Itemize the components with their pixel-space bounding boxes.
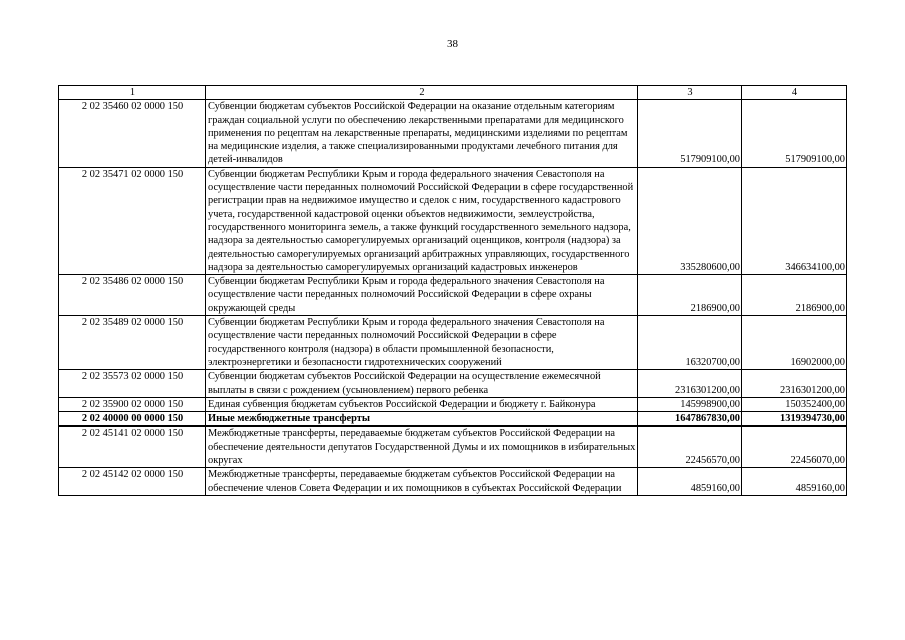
- table-row: [59, 370, 847, 398]
- table-row: [59, 397, 847, 411]
- code-cell: 2 02 35489 02 0000 150: [59, 316, 206, 370]
- description-cell: Субвенции бюджетам Республики Крым и города федерального значения Севастополя на осуществление части переданных полномочий Российской Федерации в сфере охраны окружающей среды: [206, 275, 638, 316]
- value-col4-cell: 2186900,00: [742, 275, 847, 316]
- value-col3-cell: 517909100,00: [638, 100, 742, 167]
- value-col3-cell: 2316301200,00: [638, 370, 742, 398]
- value-col3-cell: 16320700,00: [638, 316, 742, 370]
- code-cell: 2 02 35486 02 0000 150: [59, 275, 206, 316]
- description-cell: Субвенции бюджетам субъектов Российской Федерации на осуществление ежемесячной выплаты в связи с рождением (усыновлением) первого ребенка: [206, 370, 638, 398]
- code-cell: 2 02 45142 02 0000 150: [59, 468, 206, 496]
- description-cell: Межбюджетные трансферты, передаваемые бюджетам субъектов Российской Федерации на обеспечение деятельности депутатов Государственной Думы и их помощников в избирательных округах: [206, 426, 638, 467]
- table-row: [59, 167, 847, 274]
- table-row: [59, 426, 847, 467]
- table-row: [59, 316, 847, 370]
- description-cell: Единая субвенция бюджетам субъектов Российской Федерации и бюджету г. Байконура: [206, 397, 638, 411]
- header-cell-1: 1: [59, 86, 206, 100]
- header-cell-2: 2: [206, 86, 638, 100]
- value-col4-cell: 346634100,00: [742, 167, 847, 274]
- header-cell-4: 4: [742, 86, 847, 100]
- code-cell: 2 02 40000 00 0000 150: [59, 412, 206, 427]
- value-col4-cell: 150352400,00: [742, 397, 847, 411]
- code-cell: 2 02 35460 02 0000 150: [59, 100, 206, 167]
- value-col3-cell: 145998900,00: [638, 397, 742, 411]
- code-cell: 2 02 35900 02 0000 150: [59, 397, 206, 411]
- description-cell: Субвенции бюджетам Республики Крым и города федерального значения Севастополя на осуществление части переданных полномочий Российской Федерации в сфере государственной регистрации прав на недвижимое имущество и сделок с ним, государственного кадастрового учета, государственной кадастровой оценки объектов недвижимости, землеустройства, государственного мониторинга земель, а также функций государственного земельного надзора, надзора за деятельностью саморегулируемых организаций оценщиков, контроля (надзора) за деятельностью саморегулируемых организаций арбитражных управляющих, государственного надзора за деятельностью саморегулируемых организаций кадастровых инженеров: [206, 167, 638, 274]
- value-col4-cell: 22456070,00: [742, 426, 847, 467]
- header-cell-3: 3: [638, 86, 742, 100]
- value-col4-cell: 1319394730,00: [742, 412, 847, 427]
- page-number: 38: [447, 38, 458, 50]
- description-cell: Субвенции бюджетам субъектов Российской Федерации на оказание отдельным категориям граждан социальной услуги по обеспечению лекарственными препаратами для медицинского применения по рецептам на лекарственные препараты, медицинскими изделиями по рецептам на медицинские изделия, а также специализированными продуктами лечебного питания для детей-инвалидов: [206, 100, 638, 167]
- description-cell: Субвенции бюджетам Республики Крым и города федерального значения Севастополя на осуществление части переданных полномочий Российской Федерации в сфере государственного контроля (надзора) в области промышленной безопасности, электроэнергетики и безопасности гидротехнических сооружений: [206, 316, 638, 370]
- value-col4-cell: 517909100,00: [742, 100, 847, 167]
- table-row: [59, 412, 847, 427]
- code-cell: 2 02 35573 02 0000 150: [59, 370, 206, 398]
- value-col3-cell: 22456570,00: [638, 426, 742, 467]
- value-col4-cell: 2316301200,00: [742, 370, 847, 398]
- value-col4-cell: 16902000,00: [742, 316, 847, 370]
- value-col4-cell: 4859160,00: [742, 468, 847, 496]
- table-row: [59, 275, 847, 316]
- table-row: [59, 100, 847, 167]
- table-header-row: [59, 86, 847, 100]
- table-row: [59, 468, 847, 496]
- value-col3-cell: 4859160,00: [638, 468, 742, 496]
- budget-table: [58, 85, 847, 496]
- code-cell: 2 02 45141 02 0000 150: [59, 426, 206, 467]
- code-cell: 2 02 35471 02 0000 150: [59, 167, 206, 274]
- description-cell: Межбюджетные трансферты, передаваемые бюджетам субъектов Российской Федерации на обеспечение членов Совета Федерации и их помощников в субъектах Российской Федерации: [206, 468, 638, 496]
- budget-table-body: [59, 86, 847, 496]
- value-col3-cell: 2186900,00: [638, 275, 742, 316]
- value-col3-cell: 335280600,00: [638, 167, 742, 274]
- description-cell: Иные межбюджетные трансферты: [206, 412, 638, 427]
- value-col3-cell: 1647867830,00: [638, 412, 742, 427]
